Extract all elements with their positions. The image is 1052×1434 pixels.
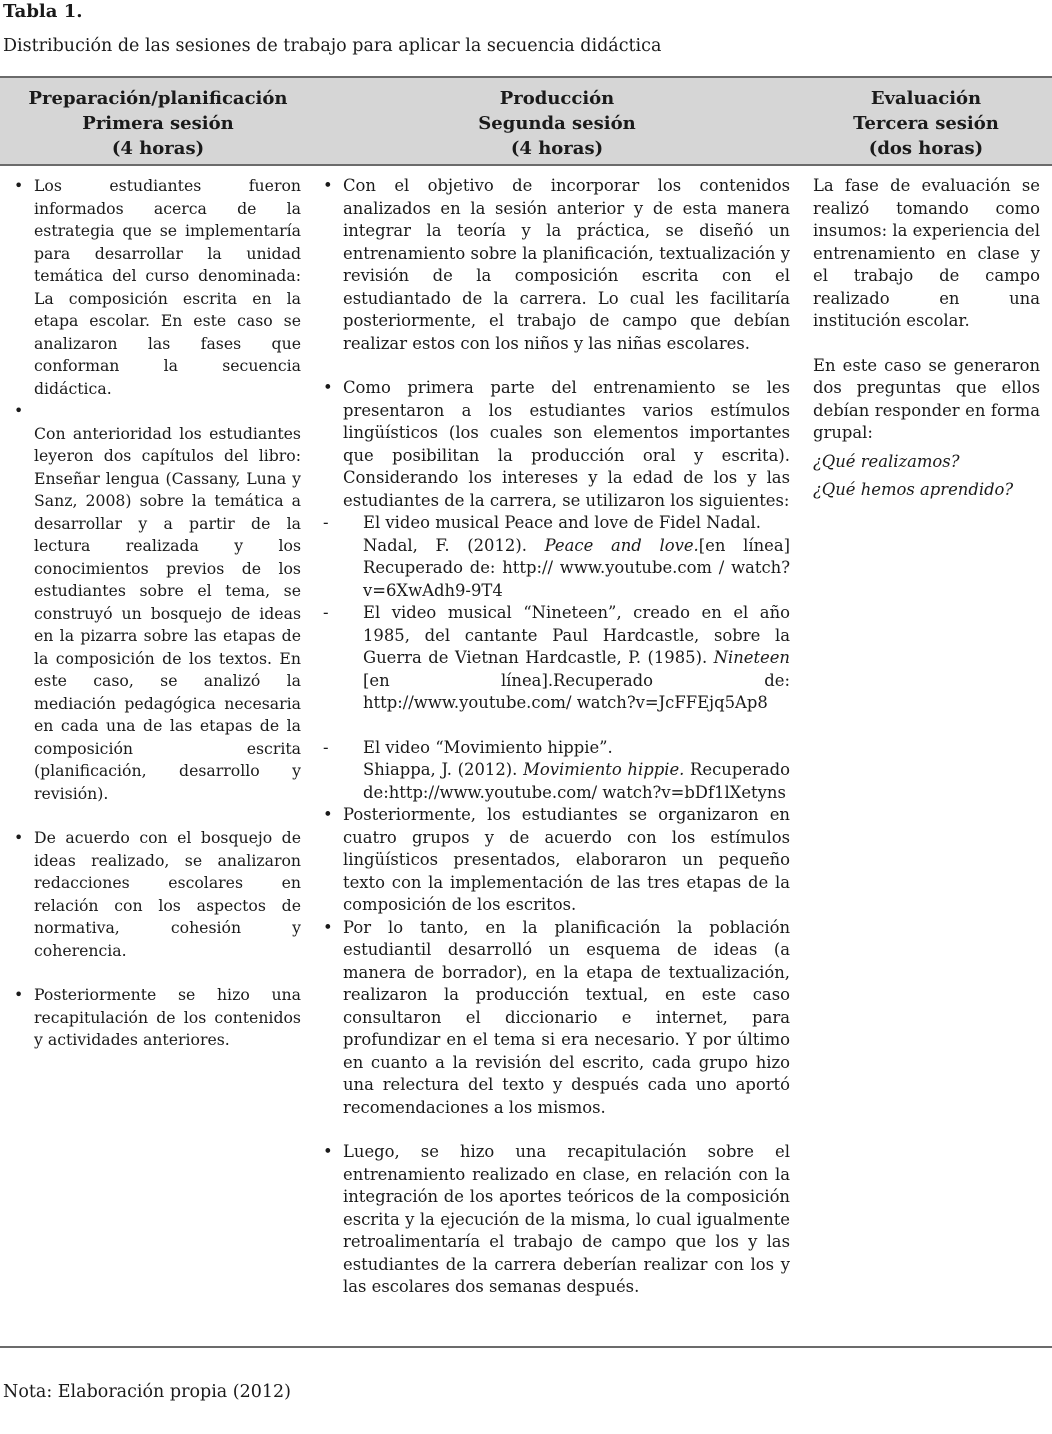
header-col-evaluation: Evaluación Tercera sesión (dos horas) bbox=[853, 88, 999, 159]
bullet: • bbox=[323, 176, 333, 195]
table-subtitle: Distribución de las sesiones de trabajo para aplicar la secuencia didáctica bbox=[3, 36, 662, 56]
column-preparation bbox=[14, 175, 301, 1052]
table-header bbox=[0, 78, 1052, 164]
header-col-preparation: Preparación/planificación Primera sesión (4 horas) bbox=[28, 88, 288, 159]
header-rule bbox=[0, 164, 1052, 166]
dash-marker: - bbox=[323, 737, 329, 757]
list-item: • Los estudiantes fueron informados acerca de la estrategia que se implementaría para desarrollar la unidad temática del curso denominada: La composición escrita en la etapa escolar. En este caso se analizaron las fases que conforman la secuencia didáctica. bbox=[14, 176, 301, 398]
list-item: • Luego, se hizo una recapitulación sobre el entrenamiento realizado en clase, en relación con la integración de los aportes teóricos de la composición escrita y la ejecución de la misma, lo cual igualmente retroalimentaría el trabajo de campo que los y las estudiantes de la carrera deberían realizar con los y las escolares dos semanas después. bbox=[323, 1142, 790, 1296]
table-title: Tabla 1. bbox=[3, 1, 83, 22]
list-item: • Con el objetivo de incorporar los contenidos analizados en la sesión anterior y de esta manera integrar la teoría y la práctica, se diseñó un entrenamiento sobre la planificación, textualización y revisión de la composición escrita con el estudiantado de la carrera. Lo cual les facilitaría posteriormente, el trabajo de campo que debían realizar estos con los niños y las niñas escolares. bbox=[323, 176, 790, 353]
column-production bbox=[323, 175, 790, 1299]
dash-marker: - bbox=[323, 513, 329, 532]
table-note: Nota: Elaboración propia (2012) bbox=[3, 1382, 291, 1402]
bullet: • bbox=[14, 985, 24, 1004]
reference-item: - El video “Movimiento hippie”. Shiappa, J. (2012). Movimiento hippie. Recuperado de:http://www.youtube.com/ watch?v=bDf1lXetyns bbox=[323, 737, 790, 802]
bullet: • bbox=[323, 805, 333, 824]
bullet: • bbox=[14, 401, 24, 420]
header-col-production: Producción Segunda sesión (4 horas) bbox=[478, 88, 636, 159]
bullet: • bbox=[323, 917, 333, 937]
bullet: • bbox=[14, 176, 24, 195]
reference-item: - El video musical “Nineteen”, creado en el año 1985, del cantante Paul Hardcastle, sobre la Guerra de Vietnan Hardcastle, P. (1985). Nineteen [en línea].Recuperado de: http://www.youtube.com/ watch?v=JcFFEjq5Ap8 bbox=[323, 603, 790, 712]
list-item: • Por lo tanto, en la planificación la población estudiantil desarrolló un esquema de ideas (a manera de borrador), en la etapa de textualización, realizaron la producción textual, en este caso consultaron el diccionario e internet, para profundizar en el tema si era necesario. Y por último en cuanto a la revisión del escrito, cada grupo hizo una relectura del texto y después cada uno aportó recomendaciones a los mismos. bbox=[323, 917, 790, 1117]
list-item: • De acuerdo con el bosquejo de ideas realizado, se analizaron redacciones escolares en relación con los aspectos de normativa, cohesión y coherencia. bbox=[14, 828, 301, 960]
list-item: • Con anterioridad los estudiantes leyeron dos capítulos del libro: Enseñar lengua (Cassany, Luna y Sanz, 2008) sobre la temática a desarrollar y a partir de la lectura realizada y los conocimientos previos de los estudiantes sobre el tema, se construyó un bosquejo de ideas en la pizarra sobre las etapas de la composición de los textos. En este caso, se analizó la mediación pedagógica necesaria en cada una de las etapas de la composición escrita (planificación, desarrollo y revisión). bbox=[14, 401, 301, 803]
bottom-rule bbox=[0, 1346, 1052, 1348]
column-evaluation bbox=[813, 175, 1040, 502]
list-item: • Como primera parte del entrenamiento se les presentaron a los estudiantes varios estímulos lingüísticos (los cuales son elementos importantes que posibilitan la producción oral y escrita). Considerando los intereses y la edad de los y las estudiantes de la carrera, se utilizaron los siguientes: bbox=[323, 378, 790, 510]
question: ¿Qué realizamos? bbox=[813, 451, 960, 471]
reference-item: - El video musical Peace and love de Fidel Nadal. Nadal, F. (2012). Peace and love.[en línea] Recuperado de: http:// www.youtube.com / watch?v=6XwAdh9-9T4 bbox=[323, 513, 790, 600]
bullet: • bbox=[323, 378, 333, 397]
list-item: • Posteriormente, los estudiantes se organizaron en cuatro grupos y de acuerdo con los estímulos lingüísticos presentados, elaboraron un pequeño texto con la implementación de las tres etapas de la composición de los escritos. bbox=[323, 805, 790, 914]
bullet: • bbox=[14, 828, 24, 847]
dash-marker: - bbox=[323, 603, 329, 622]
evaluation-paragraph: La fase de evaluación se realizó tomando como insumos: la experiencia del entrenamiento en clase y el trabajo de campo realizado en una institución escolar. bbox=[813, 176, 1040, 330]
evaluation-paragraph: En este caso se generaron dos preguntas que ellos debían responder en forma grupal: bbox=[813, 355, 1040, 442]
question: ¿Qué hemos aprendido? bbox=[813, 480, 1014, 499]
bullet: • bbox=[323, 1142, 333, 1161]
list-item: • Posteriormente se hizo una recapitulación de los contenidos y actividades anteriores. bbox=[14, 985, 301, 1049]
